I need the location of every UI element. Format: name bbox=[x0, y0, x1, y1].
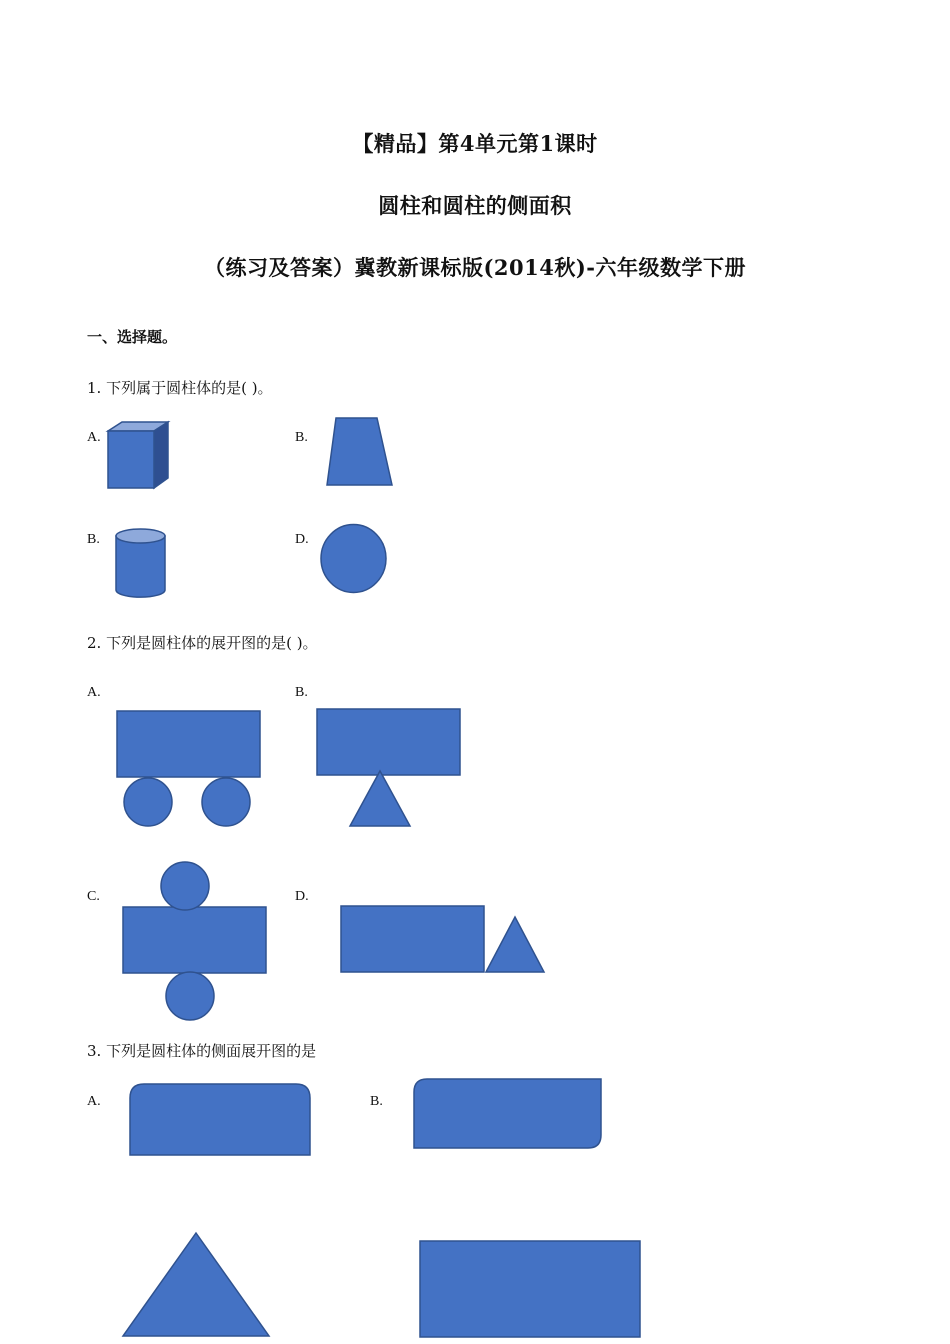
rectangle-circles-top-bottom-net bbox=[115, 855, 275, 1030]
q2-option-a-label: A. bbox=[87, 685, 101, 700]
question-3-text: 3. 下列是圆柱体的侧面展开图的是 bbox=[87, 1042, 317, 1060]
q1-option-b-label: B. bbox=[295, 430, 308, 445]
q1-option-a-label: A. bbox=[87, 430, 101, 445]
q3-option-a-label: A. bbox=[87, 1094, 101, 1109]
rectangle-triangle-net bbox=[310, 703, 470, 833]
rounded-corner-rectangle-icon bbox=[407, 1072, 607, 1154]
q2-option-c-label: C. bbox=[87, 889, 100, 904]
cube-icon bbox=[100, 415, 180, 495]
document-title-line2: 圆柱和圆柱的侧面积 bbox=[378, 193, 572, 218]
rectangle-two-circles-net bbox=[110, 705, 270, 835]
circle-icon bbox=[316, 520, 392, 598]
question-2-text: 2. 下列是圆柱体的展开图的是( )。 bbox=[87, 634, 318, 652]
cylinder-icon bbox=[110, 522, 174, 606]
q1-option-c-label: B. bbox=[87, 532, 100, 547]
q2-option-b-label: B. bbox=[295, 685, 308, 700]
rounded-top-rectangle-icon bbox=[122, 1076, 317, 1162]
q2-option-d-label: D. bbox=[295, 889, 309, 904]
document-title-line1: 【精品】第4单元第1课时 bbox=[352, 131, 598, 156]
q1-option-d-label: D. bbox=[295, 532, 309, 547]
question-1-text: 1. 下列属于圆柱体的是( )。 bbox=[87, 379, 273, 397]
rectangle-icon bbox=[413, 1234, 647, 1340]
trapezoid-icon bbox=[320, 413, 400, 493]
section-title: 一、选择题。 bbox=[87, 328, 178, 346]
triangle-icon bbox=[115, 1225, 277, 1341]
q3-option-b-label: B. bbox=[370, 1094, 383, 1109]
rectangle-side-triangle-net bbox=[335, 900, 550, 980]
document-title-line3: （练习及答案）冀教新课标版(2014秋)-六年级数学下册 bbox=[203, 255, 747, 280]
